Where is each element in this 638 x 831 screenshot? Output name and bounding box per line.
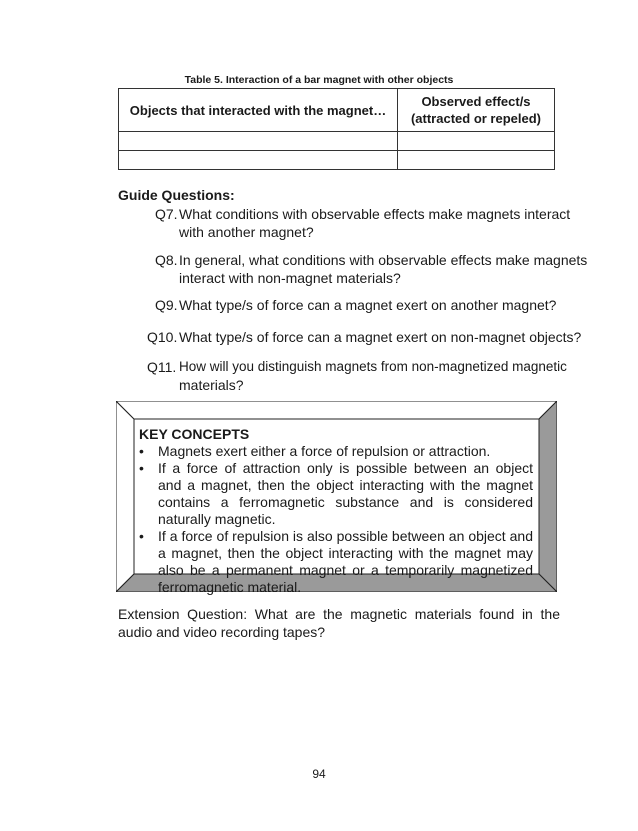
key-concepts-box <box>139 426 533 596</box>
key-concept-item <box>139 443 533 460</box>
table-header-row <box>119 89 555 132</box>
question-text-line2: materials? <box>179 377 244 393</box>
extension-question: Extension Question: What are the magnetic materials found in the audio and video recording tapes? <box>118 606 560 640</box>
key-concepts-title: KEY CONCEPTS <box>139 426 250 442</box>
table-header-effects-line2: (attracted or repeled) <box>410 111 542 126</box>
table-caption: Table 5. Interaction of a bar magnet with other objects <box>184 74 454 86</box>
table-cell[interactable] <box>398 151 555 170</box>
table-header-effects <box>398 89 555 132</box>
question-text-line2: interact with non-magnet materials? <box>179 270 401 286</box>
table-header-effects-line1: Observed effect/s <box>421 94 531 109</box>
question-number: Q9. <box>155 297 178 313</box>
question-q10 <box>147 328 582 346</box>
question-number: Q10. <box>147 329 178 345</box>
key-concept-text: If a force of repulsion is also possible between an object and a magnet, then the object interacting with the magnet may also be a permanent magnet or a temporarily magnetized ferromagnetic material. <box>158 528 533 595</box>
key-concept-text: If a force of attraction only is possible between an object and a magnet, then the object interacting with the magnet contains a ferromagnetic substance and is considered naturally magnetic. <box>158 460 533 527</box>
table-row <box>119 132 555 151</box>
question-number: Q8. <box>155 252 178 268</box>
table-cell[interactable] <box>119 132 398 151</box>
table-row <box>119 151 555 170</box>
key-concept-text: Magnets exert either a force of repulsion or attraction. <box>158 443 491 459</box>
table-cell[interactable] <box>398 132 555 151</box>
key-concept-item <box>139 528 533 596</box>
question-q7 <box>155 205 575 241</box>
page-number: 94 <box>312 767 326 781</box>
key-concept-item <box>139 460 533 528</box>
question-number: Q11. <box>147 359 177 375</box>
bullet-icon: • <box>139 443 144 459</box>
table-cell[interactable] <box>119 151 398 170</box>
guide-questions-title: Guide Questions: <box>118 187 235 203</box>
question-q8 <box>155 251 588 287</box>
bullet-icon: • <box>139 460 144 476</box>
question-text-line1: What conditions with observable effects make magnets interact <box>179 206 571 222</box>
interaction-table <box>118 88 555 170</box>
question-text-line1: What type/s of force can a magnet exert on another magnet? <box>179 297 557 313</box>
bullet-icon: • <box>139 528 144 544</box>
question-number: Q7. <box>155 206 178 222</box>
question-text-line1: What type/s of force can a magnet exert on non-magnet objects? <box>179 329 582 345</box>
table-header-objects: Objects that interacted with the magnet… <box>119 89 398 132</box>
question-q11 <box>147 358 577 394</box>
question-text-line1: In general, what conditions with observable effects make magnets <box>179 252 588 268</box>
question-text-line1: How will you distinguish magnets from non-magnetized magnetic <box>179 359 567 374</box>
question-text-line2: with another magnet? <box>179 224 314 240</box>
question-q9 <box>155 296 575 314</box>
